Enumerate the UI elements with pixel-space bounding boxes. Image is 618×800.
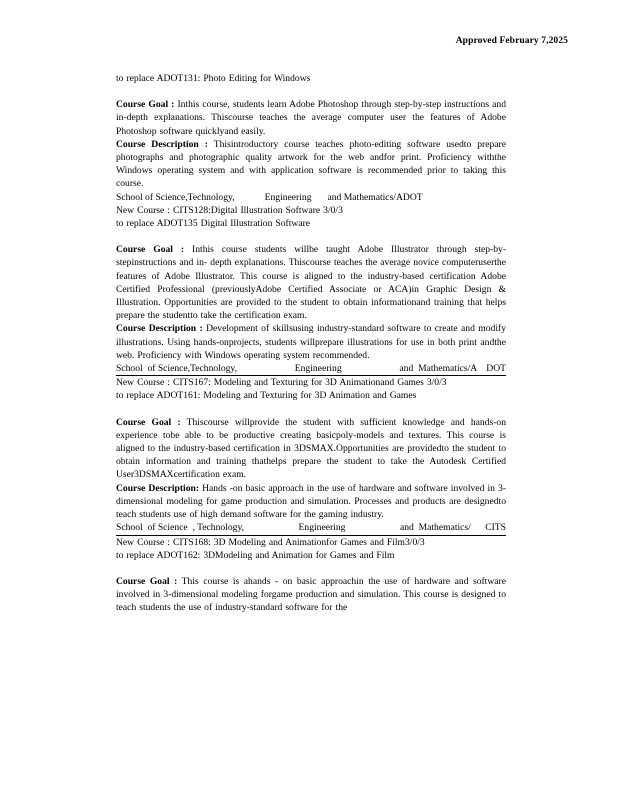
course-description-paragraph — [116, 482, 506, 522]
school-line — [116, 191, 506, 204]
spacer — [116, 85, 506, 98]
school-line-middle: Engineering — [298, 522, 346, 534]
new-course-line: New Course : CITS167: Modeling and Texturing for 3D Animationand Games 3/0/3 — [116, 377, 447, 389]
course-description-paragraph — [116, 322, 506, 362]
school-line-right: and Mathematics/ CITS — [399, 522, 506, 534]
spacer — [116, 562, 506, 575]
course-description-label: Course Description: — [116, 482, 200, 494]
new-course-line: New Course : CITS168: 3D Modeling and Animationfor Games and Film3/0/3 — [116, 536, 425, 548]
replace-after-line: to replace ADOT135 Digital Illustration Software — [116, 218, 311, 230]
spacer — [116, 403, 506, 416]
course-description-text: Development of skillsusing industry-standard software to create and modify illustrations. Using hands-onprojects, students willprepare illustrations for use in both print andthe web. Proficiency with Windows operating system recommended. — [116, 323, 506, 361]
course-goal-paragraph — [116, 575, 506, 615]
replace-line: to replace ADOT131: Photo Editing for Windows — [116, 73, 311, 84]
replace-after-line: to replace ADOT162: 3DModeling and Animation for Games and Film — [116, 549, 395, 561]
course-goal-text: This course is ahands - on basic approachin the use of hardware and software involved in 3-dimensional modeling forgame production and simulation. This course is designed to teach students the use of industry-standard software for the — [116, 575, 506, 614]
course-goal-label: Course Goal : — [116, 99, 175, 111]
course-goal-label: Course Goal : — [116, 244, 185, 256]
school-line-middle: Engineering — [294, 363, 342, 375]
course-goal-text: Inthis course, students learn Adobe Photoshop through step-by-step instructions and in-depth explanations. Thiscourse teaches the average computer user the features of Adobe Photoshop software quicklyand easily. — [116, 99, 506, 137]
course-description-text: Hands -on basic approach in the use of hardware and software involved in 3-dimensional modeling for game production and simulation. Processes and products are designedto teach students use of high demand software for the gaming industry. — [116, 482, 506, 521]
replace-after-line: to replace ADOT161: Modeling and Texturing for 3D Animation and Games — [116, 390, 417, 402]
course-goal-text: Thiscourse willprovide the student with sufficient knowledge and hands-on experience tobe able to be productive creating basicpoly-models and textures. This course is aligned to the industry-based certification in 3DSMAX.Opportunities are providedto the student to obtain information and training thathelps prepare the student to take the Autodesk Certified User3DSMAXcertification exam. — [116, 416, 506, 481]
school-line-left: School of Science,Technology, — [116, 191, 235, 203]
course-goal-paragraph — [116, 416, 506, 482]
course-goal-paragraph — [116, 243, 506, 322]
course-description-text: Thisintroductory course teaches photo-editing software usedto prepare photographs and photographic quality artwork for the web andfor print. Proficiency withthe Windows operating system and with application software is recommended prior to taking this course. — [116, 138, 507, 190]
document-body — [116, 72, 506, 615]
school-line-right: and Mathematics/ADOT — [327, 191, 423, 203]
school-line — [116, 521, 506, 535]
course-goal-label: Course Goal : — [116, 416, 181, 428]
course-description-label: Course Description : — [116, 323, 203, 335]
course-goal-paragraph — [116, 98, 506, 138]
school-line-left: School of Science,Technology, — [116, 363, 237, 375]
course-description-paragraph — [116, 138, 506, 191]
new-course-line: New Course : CITS128:Digital Illustration Software 3/0/3 — [116, 204, 343, 216]
spacer — [116, 230, 506, 243]
course-goal-label: Course Goal : — [116, 575, 178, 587]
approval-date: Approved February 7,2025 — [455, 36, 568, 46]
course-description-label: Course Description : — [116, 138, 208, 150]
school-line-left: School of Science , Technology, — [116, 522, 245, 534]
school-line-right: and Mathematics/A DOT — [399, 363, 506, 375]
school-line — [116, 362, 506, 376]
school-line-middle: Engineering — [264, 191, 312, 203]
course-goal-text: Inthis course students willbe taught Adobe Illustrator through step-by-stepinstructions and in- depth explanations. Thiscourse teaches the average novice computeruserthe features of Adobe Illustrator. This course is aligned to the industry-based certification Adobe Certified Professional (previouslyAdobe Certified Associate or ACA)in Graphic Design & Illustration. Opportunities are provided to the student to obtain informationand training that helps prepare the studentto take the certification exam. — [116, 244, 506, 322]
